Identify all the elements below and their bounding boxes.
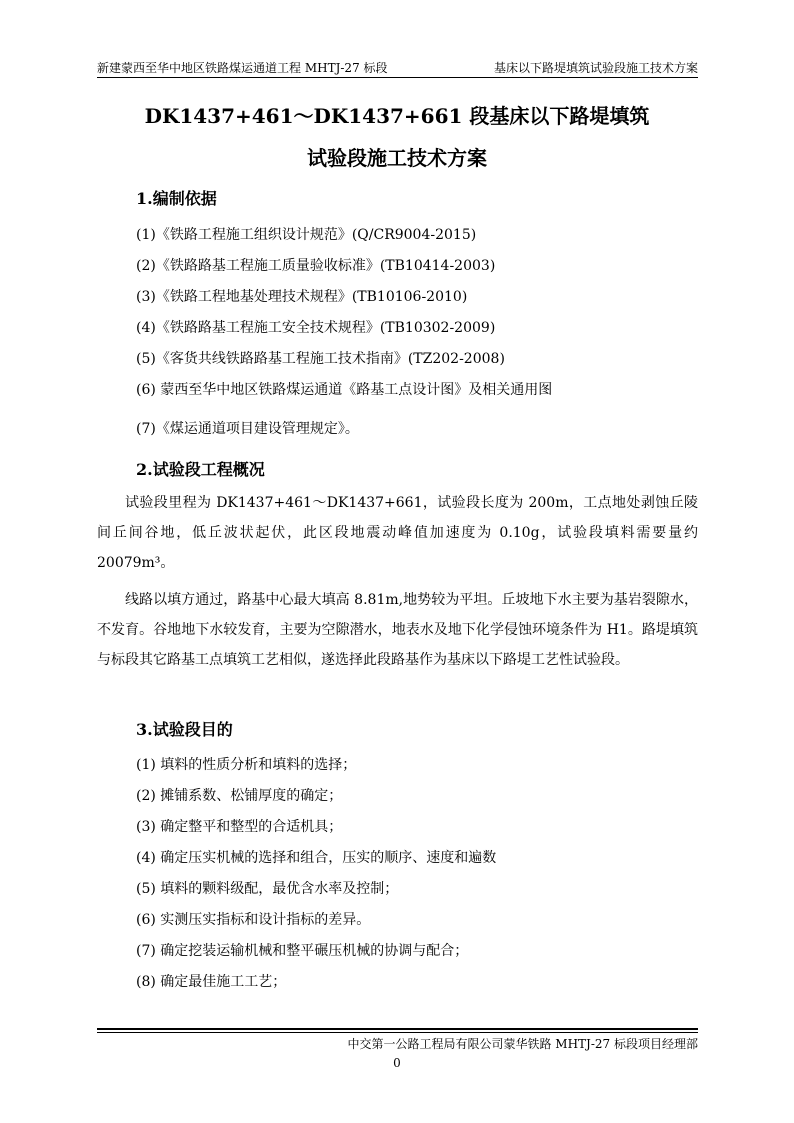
document-title-line-1: DK1437+461～DK1437+661 段基床以下路堤填筑 xyxy=(144,104,650,128)
footer-rule-thin xyxy=(97,1032,698,1033)
footer-rule-thick xyxy=(97,1028,698,1030)
reference-item-2: (2)《铁路路基工程施工质量验收标准》(TB10414-2003) xyxy=(136,258,496,274)
header-left-text: 新建蒙西至华中地区铁路煤运通道工程 MHTJ-27 标段 xyxy=(97,61,388,75)
objective-item-1: (1) 填料的性质分析和填料的选择； xyxy=(136,757,357,773)
objective-item-6: (6) 实测压实指标和设计指标的差异。 xyxy=(136,912,371,928)
reference-item-3: (3)《铁路工程地基处理技术规程》(TB10106-2010) xyxy=(136,289,468,305)
reference-item-1: (1)《铁路工程施工组织设计规范》(Q/CR9004-2015) xyxy=(136,227,477,243)
objective-item-8: (8) 确定最佳施工工艺； xyxy=(136,974,287,990)
document-title-line-2: 试验段施工技术方案 xyxy=(307,146,487,170)
objective-item-7: (7) 确定挖装运输机械和整平碾压机械的协调与配合； xyxy=(136,943,469,959)
objective-item-4: (4) 确定压实机械的选择和组合，压实的顺序、速度和遍数 xyxy=(136,850,497,866)
reference-item-6: (6) 蒙西至华中地区铁路煤运通道《路基工点设计图》及相关通用图 xyxy=(136,382,553,398)
header-right-text: 基床以下路堤填筑试验段施工技术方案 xyxy=(493,61,698,75)
section-2-heading: 2.试验段工程概况 xyxy=(136,460,265,479)
reference-item-7: (7)《煤运通道项目建设管理规定》。 xyxy=(136,421,359,437)
page-header xyxy=(97,60,698,76)
section-1-heading: 1.编制依据 xyxy=(136,189,217,208)
reference-item-5: (5)《客货共线铁路路基工程施工技术指南》(TZ202-2008) xyxy=(136,351,505,367)
section-3-heading: 3.试验段目的 xyxy=(136,720,233,739)
objective-item-2: (2) 摊铺系数、松铺厚度的确定； xyxy=(136,788,343,804)
overview-paragraph-2: 线路以填方通过，路基中心最大填高 8.81m,地势较为平坦。丘坡地下水主要为基岩裂隙水，不发育。谷地地下水较发育，主要为空隙潜水，地表水及地下化学侵蚀环境条件为 H1。路堤填筑与标段其它路基工点填筑工艺相似，遂选择此段路基作为基床以下路堤工艺性试验段。 xyxy=(97,592,698,668)
page-number: 0 xyxy=(393,1056,401,1070)
objective-item-5: (5) 填料的颗料级配，最优含水率及控制； xyxy=(136,881,399,897)
header-rule xyxy=(97,77,698,78)
footer-company: 中交第一公路工程局有限公司蒙华铁路 MHTJ-27 标段项目经理部 xyxy=(347,1037,698,1051)
overview-paragraph-1: 试验段里程为 DK1437+461～DK1437+661，试验段长度为 200m，工点地处剥蚀丘陵间丘间谷地，低丘波状起伏，此区段地震动峰值加速度为 0.10g，试验段填料需要量约 20079m³。 xyxy=(97,495,698,571)
objective-item-3: (3) 确定整平和整型的合适机具； xyxy=(136,819,343,835)
reference-item-4: (4)《铁路路基工程施工安全技术规程》(TB10302-2009) xyxy=(136,320,496,336)
